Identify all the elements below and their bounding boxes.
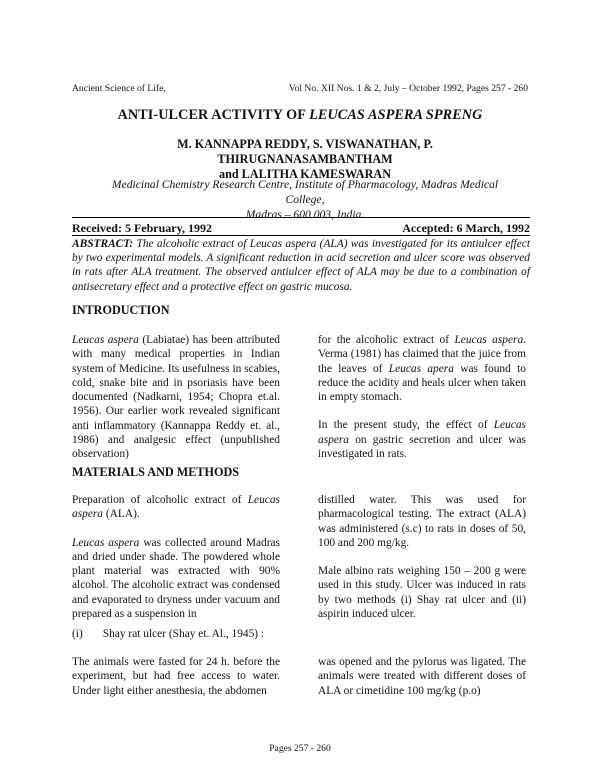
abstract: [72, 237, 530, 294]
methods-prep-title: [72, 493, 280, 522]
accepted-date: Accepted: 6 March, 1992: [402, 221, 530, 235]
methods-right-paragraph-1: distilled water. This was used for pharmacological testing. The extract (ALA) was administered (s.c) to rats in doses of 50, 100 and 200 mg/kg.: [318, 494, 526, 549]
subsection-number: (i): [72, 628, 83, 640]
intro-p1-text: (Labiatae) has been attributed with many medical properties in Indian system of Medicine. Its usefulness in scabies, cold, snake bite and in psoriasis have been documented (Nadkarni, 1954; Chopra et.al. 1956). Our earlier work revealed significant anti inflammatory (Kannappa Reddy et. al., 1986) and analgesic effect (unpublished observation): [72, 334, 280, 461]
volume-info: Vol No. XII Nos. 1 & 2, July – October 1992, Pages 257 - 260: [288, 83, 528, 94]
shay-left-paragraph: The animals were fasted for 24 h. before the experiment, but had free access to water. Under light either anesthesia, the abdomen: [72, 656, 280, 697]
methods-l1-a: Preparation of alcoholic extract of: [72, 494, 248, 506]
methods-right-column: [318, 493, 526, 621]
intro-left-paragraph: [72, 333, 280, 462]
journal-name: Ancient Science of Life,: [72, 83, 166, 94]
intro-right-paragraph-1: [318, 333, 526, 404]
bottom-rule: [72, 235, 530, 236]
intro-right-column: [318, 333, 526, 461]
intro-species: Leucas aspera: [72, 334, 139, 346]
intro-r2-italic: Leucas aspera: [318, 419, 526, 446]
section-heading-methods: MATERIALS AND METHODS: [72, 465, 240, 479]
authors-line-1: M. KANNAPPA REDDY, S. VISWANATHAN, P. THIRUGNANASAMBANTHAM: [177, 137, 433, 166]
methods-l1-italic: Leucas aspera: [72, 494, 280, 521]
intro-r1-a: for the alcoholic extract of: [318, 334, 455, 346]
title-species: LEUCAS ASPERA SPRENG: [309, 107, 483, 123]
intro-r1-italic: Leucas aspera: [454, 334, 524, 346]
affiliation-line-2: Madras – 600 003, India.: [245, 208, 365, 221]
authors: [90, 137, 520, 182]
authors-line-2: and LALITHA KAMESWARAN: [218, 167, 391, 181]
title-prefix: ANTI-ULCER ACTIVITY OF: [117, 107, 310, 123]
section-heading-introduction: INTRODUCTION: [72, 303, 170, 317]
top-rule: [72, 217, 530, 218]
paper-title: [0, 107, 600, 124]
intro-r1-italic-2: Leucas apera: [388, 362, 454, 375]
subsection-title: Shay rat ulcer (Shay et. Al., 1945) :: [102, 628, 265, 640]
methods-l1-b: (ALA).: [103, 508, 140, 521]
dates-row: [72, 221, 530, 236]
intro-r2-a: In the present study, the effect of: [318, 419, 494, 432]
methods-l2-italic: Leucas aspera: [72, 536, 140, 549]
intro-r1-b: . Verma (1981) has claimed that the juice from the leaves of: [318, 334, 527, 375]
affiliation: [100, 177, 510, 222]
abstract-text: The alcoholic extract of Leucas aspera (ALA) was investigated for its antiulcer effect by two experimental models. A significant reduction in acid secretion and ulcer score was observed in rats after ALA treatment. The observed antiulcer effect of ALA may be due to a combination of antisecretary effect and a protective effect on gastric mucosa.: [72, 238, 530, 293]
methods-left-column: [72, 493, 280, 621]
intro-r1-c: was found to reduce the acidity and heals ulcer when taken in empty stomach.: [318, 362, 526, 404]
methods-right-paragraph-2: Male albino rats weighing 150 – 200 g were used in this study. Ulcer was induced in rats by two methods (i) Shay rat ulcer and (ii) aspirin induced ulcer.: [318, 565, 526, 621]
abstract-label: ABSTRACT:: [72, 238, 134, 250]
page-footer: Pages 257 - 260: [269, 743, 331, 754]
subsection-shay-rat-ulcer: [72, 627, 372, 641]
received-date: Received: 5 February, 1992: [72, 221, 212, 235]
methods-l2-text: was collected around Madras and dried under shade. The powdered whole plant material was extracted with 90% alcohol. The alcoholic extract was condensed and evaporated to dryness under vacuum and prepared as a suspension in: [72, 536, 280, 621]
intro-right-paragraph-2: [318, 418, 526, 461]
affiliation-line-1: Medicinal Chemistry Research Centre, Institute of Pharmacology, Madras Medical College,: [111, 178, 499, 206]
shay-right-paragraph: was opened and the pylorus was ligated. The animals were treated with different doses of ALA or cimetidine 100 mg/kg (p.o): [318, 656, 526, 697]
methods-prep-paragraph: [72, 536, 280, 622]
intro-r2-b: on gastric secretion and ulcer was investigated in rats.: [318, 433, 526, 461]
